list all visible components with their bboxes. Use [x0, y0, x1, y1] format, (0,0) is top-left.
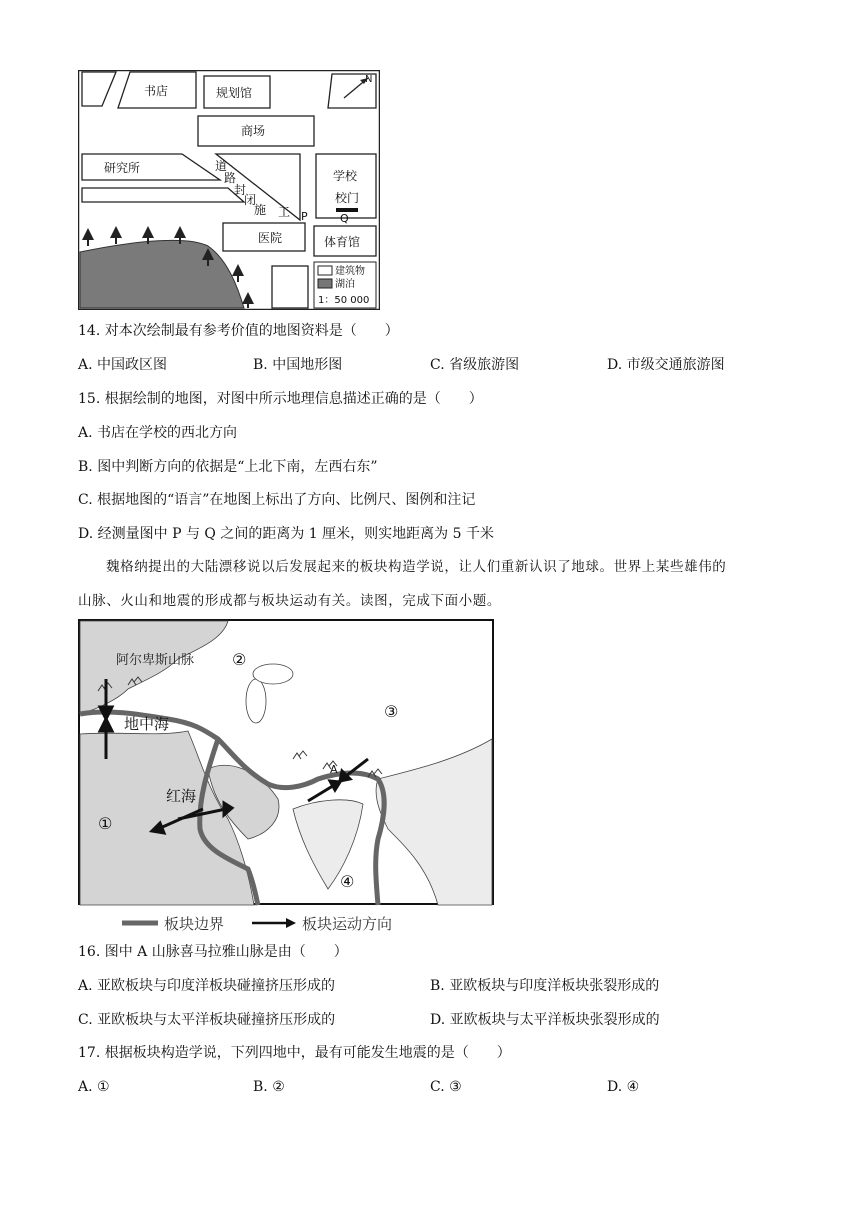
label-school-gate: 校门 — [335, 191, 360, 205]
q16-option-c[interactable]: C. 亚欧板块与太平洋板块碰撞挤压形成的 — [78, 1012, 336, 1028]
label-bookstore: 书店 — [144, 84, 169, 98]
label-point-a: A — [330, 763, 338, 776]
town-map — [78, 70, 380, 310]
label-red-sea: 红海 — [166, 787, 197, 805]
black-sea — [253, 664, 293, 684]
caspian-sea — [246, 679, 266, 723]
q15-stem: 15. 根据绘制的地图，对图中所示地理信息描述正确的是（ ） — [78, 391, 483, 407]
q16-option-b[interactable]: B. 亚欧板块与印度洋板块张裂形成的 — [430, 978, 660, 994]
label-zone-4: ④ — [340, 872, 355, 891]
q15-option-d[interactable]: D. 经测量图中 P 与 Q 之间的距离为 1 厘米，则实地距离为 5 千米 — [78, 526, 494, 542]
q14-option-d[interactable]: D. 市级交通旅游图 — [607, 357, 725, 373]
label-mall: 商场 — [241, 124, 266, 138]
q17-option-b[interactable]: B. ② — [253, 1079, 285, 1095]
label-road-closed-2: 封 — [234, 183, 247, 197]
north-label: N — [365, 74, 373, 85]
q17-stem: 17. 根据板块构造学说，下列四地中，最有可能发生地震的是（ ） — [78, 1045, 511, 1061]
label-road-closed-1: 路 — [224, 171, 237, 185]
label-road-closed-5: 工 — [278, 205, 291, 219]
label-point-p: P — [301, 210, 308, 223]
label-mediterranean: 地中海 — [124, 715, 170, 733]
label-planning-hall: 规划馆 — [216, 86, 253, 100]
legend-scale: 1：50 000 — [318, 295, 370, 306]
label-point-q: Q — [340, 212, 349, 225]
label-road-closed-4: 施 — [254, 203, 267, 217]
q14-option-c[interactable]: C. 省级旅游图 — [430, 357, 520, 373]
map1-legend — [314, 262, 376, 308]
q16-option-a[interactable]: A. 亚欧板块与印度洋板块碰撞挤压形成的 — [78, 978, 336, 994]
plate-map-legend — [118, 910, 418, 936]
building-bottom — [272, 266, 308, 308]
legend-building: 建筑物 — [335, 266, 365, 277]
label-zone-3: ③ — [384, 702, 399, 721]
q16-option-d[interactable]: D. 亚欧板块与太平洋板块张裂形成的 — [430, 1012, 660, 1028]
label-road-closed-0: 道 — [215, 159, 228, 173]
q15-option-b[interactable]: B. 图中判断方向的依据是“上北下南，左西右东” — [78, 459, 378, 475]
q17-option-d[interactable]: D. ④ — [607, 1079, 640, 1095]
q14-option-a[interactable]: A. 中国政区图 — [78, 357, 168, 373]
passage-line-1: 魏格纳提出的大陆漂移说以后发展起来的板块构造学说，让人们重新认识了地球。世界上某些雄伟的 — [106, 559, 727, 575]
label-alps: 阿尔卑斯山脉 — [116, 653, 195, 668]
label-stadium: 体育馆 — [324, 235, 361, 249]
label-hospital: 医院 — [258, 231, 283, 245]
label-school: 学校 — [333, 169, 358, 183]
q15-option-a[interactable]: A. 书店在学校的西北方向 — [78, 425, 238, 441]
label-institute: 研究所 — [104, 161, 141, 175]
building-strip — [82, 188, 244, 202]
label-road-closed-3: 闭 — [244, 193, 257, 207]
q17-option-a[interactable]: A. ① — [78, 1079, 110, 1095]
legend-lake: 湖泊 — [335, 279, 355, 290]
label-zone-2: ② — [232, 650, 247, 669]
q14-option-b[interactable]: B. 中国地形图 — [253, 357, 343, 373]
label-zone-1: ① — [98, 814, 113, 833]
q16-stem: 16. 图中 A 山脉喜马拉雅山脉是由（ ） — [78, 944, 348, 960]
q14-stem: 14. 对本次绘制最有参考价值的地图资料是（ ） — [78, 323, 399, 339]
q17-option-c[interactable]: C. ③ — [430, 1079, 462, 1095]
q15-option-c[interactable]: C. 根据地图的“语言”在地图上标出了方向、比例尺、图例和注记 — [78, 492, 476, 508]
passage-line-2: 山脉、火山和地震的形成都与板块运动有关。读图，完成下面小题。 — [78, 593, 501, 609]
legend-movement: 板块运动方向 — [302, 915, 393, 933]
plate-map — [78, 619, 494, 907]
legend-boundary: 板块边界 — [164, 915, 225, 933]
